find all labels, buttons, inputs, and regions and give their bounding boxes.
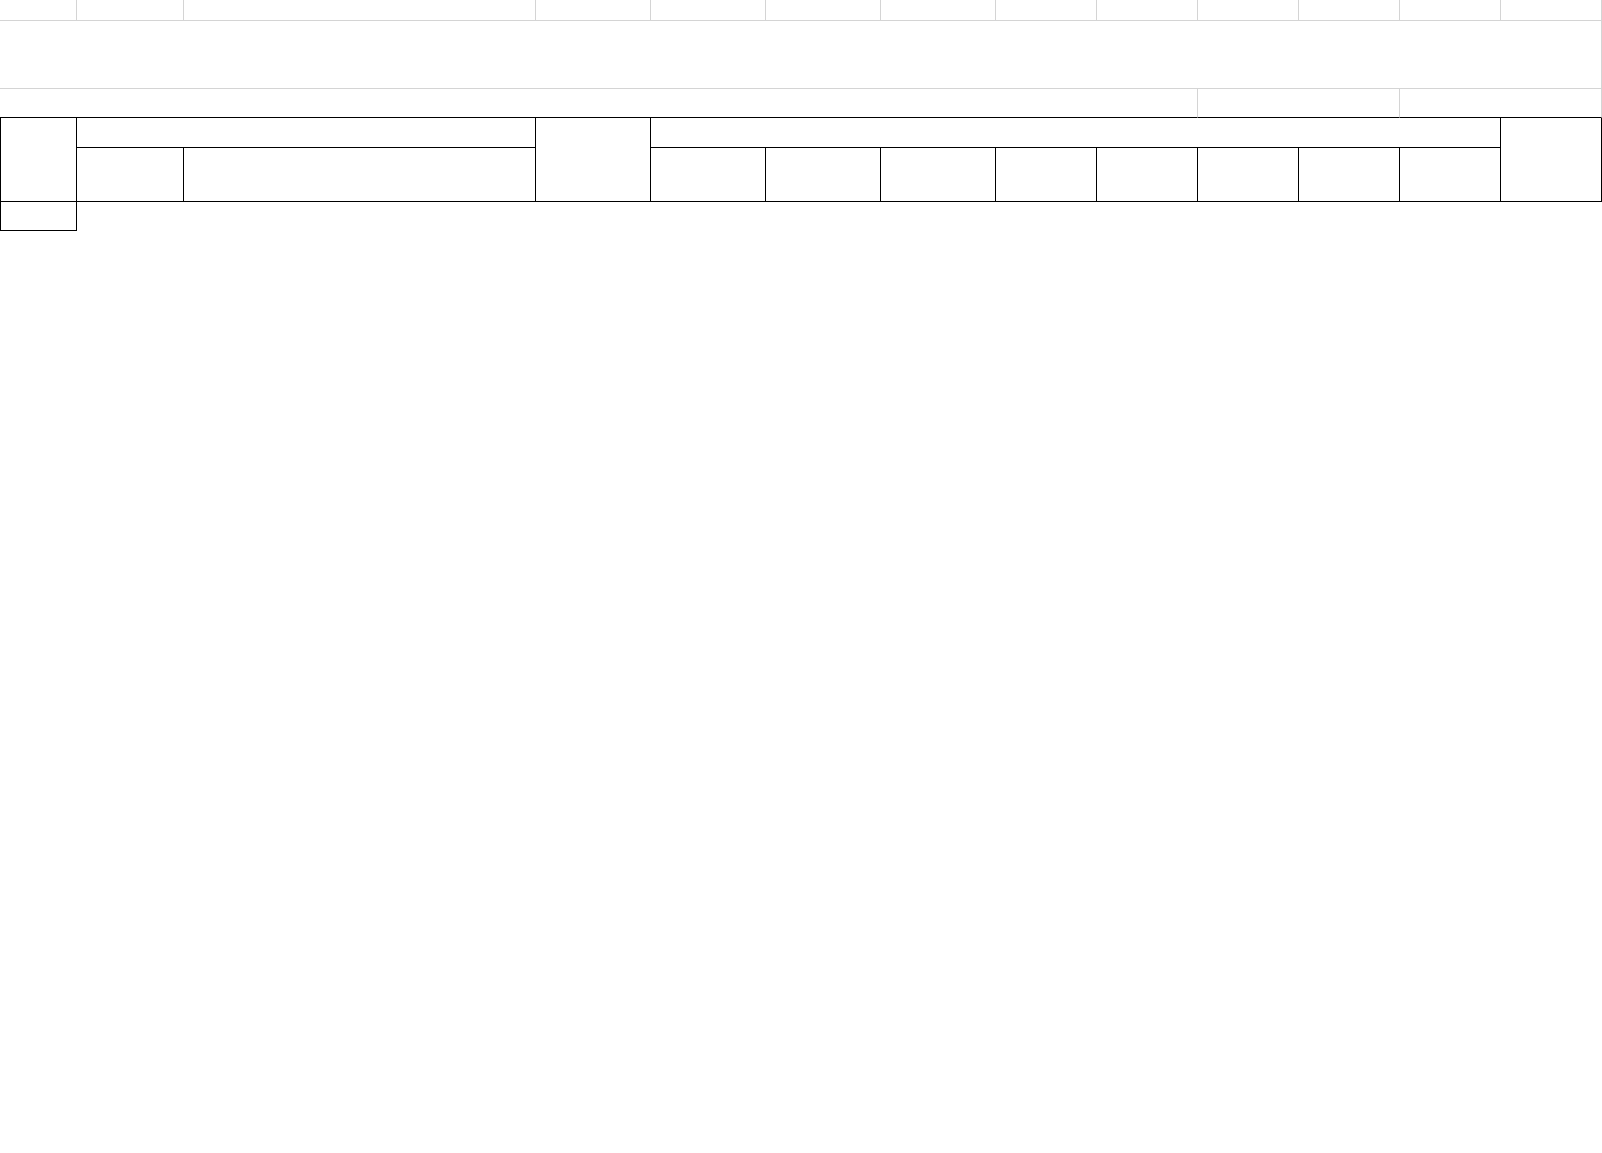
header-affiliated[interactable] (1299, 148, 1400, 202)
header-code[interactable] (77, 148, 184, 202)
sheet-label[interactable] (0, 0, 77, 21)
header-other[interactable] (1400, 148, 1501, 202)
empty-cell[interactable] (881, 0, 996, 21)
header-block (0, 118, 1602, 202)
empty-cell[interactable] (1097, 0, 1198, 21)
column-index-row (0, 202, 1602, 231)
sheet-label-row (0, 0, 1602, 21)
unit-label[interactable] (0, 89, 1198, 118)
empty-cell[interactable] (1400, 0, 1501, 21)
header-business[interactable] (996, 148, 1097, 202)
empty-cell[interactable] (184, 0, 536, 21)
title-row (0, 21, 1602, 89)
header-subtotal[interactable] (651, 148, 766, 202)
header-operating[interactable] (1097, 148, 1198, 202)
unit-row (0, 89, 1602, 118)
header-superior-subsidy[interactable] (1198, 148, 1299, 202)
header-name[interactable] (184, 148, 536, 202)
empty-cell[interactable] (996, 0, 1097, 21)
empty-cell[interactable] (77, 0, 184, 21)
header-func-group[interactable] (77, 118, 536, 148)
header-fiscal-appropriation[interactable] (766, 148, 881, 202)
column-index-label[interactable] (0, 202, 77, 231)
header-carryover[interactable] (1501, 118, 1602, 202)
header-this-year-group[interactable] (651, 118, 1501, 148)
empty-cell[interactable] (1198, 0, 1299, 21)
empty-cell[interactable] (1501, 0, 1602, 21)
empty-cell[interactable] (1299, 0, 1400, 21)
header-seq[interactable] (0, 118, 77, 202)
empty-cell[interactable] (766, 0, 881, 21)
page-title[interactable] (0, 21, 1602, 89)
budget-year-label[interactable] (1198, 89, 1400, 118)
empty-cell[interactable] (651, 0, 766, 21)
header-total[interactable] (536, 118, 651, 202)
empty-cell[interactable] (536, 0, 651, 21)
header-fiscal-special[interactable] (881, 148, 996, 202)
amount-unit-label[interactable] (1400, 89, 1602, 118)
